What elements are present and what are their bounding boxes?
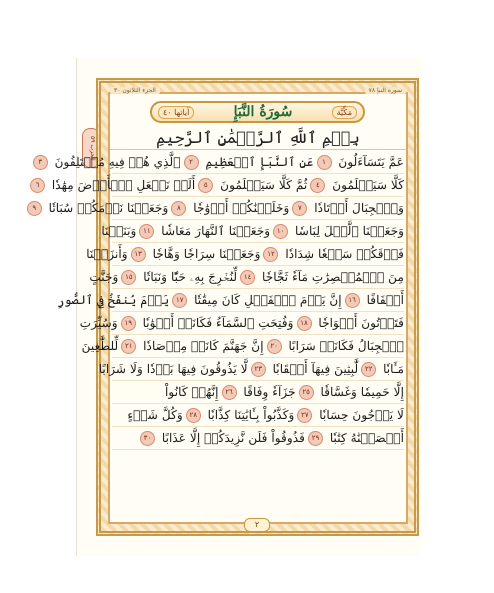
verse-line [112,381,404,404]
verse-text: جَزَآءٗ وِفَاقًا [243,385,296,399]
verse-text: وَأَنزَلۡنَا [86,247,128,261]
ayah-number-marker: ١٥ [121,270,136,285]
running-head-left: الجزء الثلاثون ٣٠ [110,87,160,94]
ayah-number-marker: ٤ [310,178,325,193]
ayah-number-marker: ١٩ [121,316,136,331]
verse-text: ٱلَّذِي هُمۡ فِيهِ مُخۡتَلِفُونَ [54,155,181,169]
ayah-number-marker: ٣٠ [140,431,155,446]
verse-text: ٱلۡجِبَالُ فَكَانَتۡ سَرَابًا [288,339,404,353]
verse-text: وَخَلَقۡنَٰكُمۡ أَزۡوَٰجٗا [193,201,290,215]
surah-title: سُورَةُ النَّبَإِ [233,104,293,120]
ayah-number-marker: ٢٠ [267,339,282,354]
verse-text: وَجَعَلۡنَا ٱلنَّهَارَ مَعَاشٗا [161,224,271,238]
page-number: ٢ [244,518,270,532]
verse-text: ثُمَّ كَلَّا سَيَعۡلَمُونَ [220,178,308,192]
ayah-number-marker: ١٨ [297,316,312,331]
ayah-number-marker: ١٣ [131,247,146,262]
verse-line [79,312,404,335]
verse-line [112,427,404,450]
ayah-number-marker: ١١ [139,224,154,239]
verse-text: عَمَّ يَتَسَآءَلُونَ [338,155,404,169]
verse-text: وَفُتِحَتِ ٱلسَّمَآءُ فَكَانَتۡ أَبۡوَٰبٗا [142,316,294,330]
verse-text: وَكُلَّ شَيۡءٍ [127,408,183,422]
ayah-number-marker: ٨ [171,201,186,216]
verse-line [81,335,404,358]
ayah-number-marker: ٧ [292,201,307,216]
verse-text: وَجَعَلۡنَا سِرَاجٗا وَهَّاجٗا [152,247,261,261]
verse-text: أَحۡصَيۡنَٰهُ كِتَٰبٗا [329,431,404,445]
verse-text: فَوۡقَكُمۡ سَبۡعٗا شِدَادٗا [285,247,404,261]
verse-text: وَكَذَّبُواْ بِـَٔايَٰتِنَا كِذَّابٗا [207,408,295,422]
verse-text: إِلَّا حَمِيمٗا وَغَسَّاقٗا [320,385,404,399]
ayah-number-marker: ١٤ [240,270,255,285]
ayah-number-marker: ١ [317,155,332,170]
verse-line [86,243,404,266]
ayah-number-marker: ٢٦ [222,385,237,400]
verse-line [38,151,404,174]
surah-ayah-count: آياتها ٤٠ [158,106,194,119]
verse-text: أَلۡفَافًا [366,293,404,307]
ayah-number-marker: ١٢ [263,247,278,262]
verse-text: وَٱلۡجِبَالَ أَوۡتَادٗا [314,201,404,215]
ayah-number-marker: ٢٣ [251,362,266,377]
verse-line [32,197,404,220]
ayah-number-marker: ٢٧ [297,408,312,423]
verse-line [35,174,404,197]
ayah-number-marker: ٢ [184,155,199,170]
ayah-number-marker: ٢٢ [361,362,376,377]
verse-text: مَـَٔابٗا [383,362,404,376]
ayah-number-marker: ٩ [27,201,42,216]
basmala: بِسۡمِ ٱللَّهِ ٱلرَّحۡمَٰنِ ٱلرَّحِيمِ [110,127,406,150]
verse-lines [32,151,404,503]
ayah-number-marker: ٢٨ [186,408,201,423]
running-head [110,86,406,95]
surah-banner [150,101,365,123]
verse-text: كَلَّا سَيَعۡلَمُونَ [332,178,404,192]
surah-place: مَكِّيَّة [332,106,357,119]
ayah-number-marker: ١٧ [172,293,187,308]
verse-text: فَذُوقُواْ فَلَن نَّزِيدَكُمۡ إِلَّا عَذَابًا [161,431,305,445]
verse-line [57,289,404,312]
ayah-number-marker: ١٠ [273,224,288,239]
running-head-right: سورة النبإ ٧٨ [365,87,406,94]
verse-text: يَوۡمَ يُنفَخُ فِي ٱلصُّورِ [57,293,170,307]
verse-text: إِنَّ جَهَنَّمَ كَانَتۡ مِرۡصَادٗا [143,339,264,353]
verse-text: مِنَ ٱلۡمُعۡصِرَٰتِ مَآءٗ ثَجَّاجٗا [261,270,404,284]
verse-line [98,358,404,381]
verse-text: لَّٰبِثِينَ فِيهَآ أَحۡقَابٗا [272,362,359,376]
verse-line [112,404,404,427]
verse-text: عَنِ ٱلنَّبَإِ ٱلۡعَظِيمِ [205,155,314,169]
verse-text: فَتَأۡتُونَ أَفۡوَاجٗا [318,316,404,330]
verse-text: وَجَنَّٰتٍ [89,270,119,284]
verse-text: وَبَنَيۡنَا [101,224,137,238]
verse-text: لَا يَرۡجُونَ حِسَابٗا [319,408,404,422]
verse-line [89,266,404,289]
verse-text: لِّنُخۡرِجَ بِهِۦ حَبّٗا وَنَبَاتٗا [143,270,238,284]
verse-line [101,220,404,243]
verse-text: لِّلطَّٰغِينَ [81,339,119,353]
verse-text: إِنَّهُمۡ كَانُواْ [165,385,219,399]
verse-text: وَجَعَلۡنَا نَوۡمَكُمۡ سُبَاتٗا [48,201,169,215]
ayah-number-marker: ٣ [33,155,48,170]
ayah-number-marker: ٦ [30,178,45,193]
ayah-number-marker: ٢٩ [308,431,323,446]
verse-text: لَّا يَذُوقُونَ فِيهَا بَرۡدٗا وَلَا شَرَابًا [98,362,248,376]
ayah-number-marker: ٢١ [121,339,136,354]
verse-text: أَلَمۡ نَجۡعَلِ ٱلۡأَرۡضَ مِهَٰدٗا [51,178,196,192]
ayah-number-marker: ٥ [198,178,213,193]
hizb-marker: الحزب ٥٩ [82,128,100,168]
ayah-number-marker: ١٦ [345,293,360,308]
ayah-number-marker: ٢٥ [299,385,314,400]
verse-text: وَجَعَلۡنَا ٱلَّيۡلَ لِبَاسٗا [295,224,404,238]
verse-text: وَسُيِّرَتِ [79,316,118,330]
verse-text: إِنَّ يَوۡمَ ٱلۡفَصۡلِ كَانَ مِيقَٰتٗا [194,293,342,307]
